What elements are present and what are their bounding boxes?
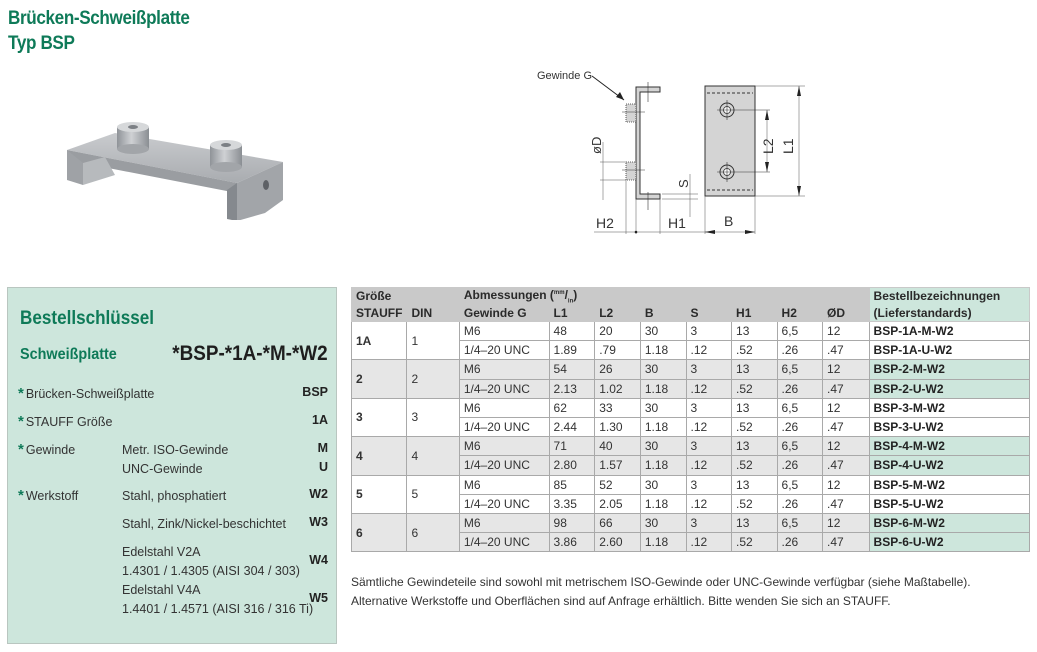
header-thread: Gewinde G — [459, 305, 549, 322]
cell-d: .47 — [823, 341, 870, 360]
footnotes — [351, 573, 971, 611]
cell-h1: .52 — [732, 379, 778, 398]
cell-b: 30 — [640, 475, 686, 494]
product-photo — [55, 105, 295, 220]
cell-h2: .26 — [777, 533, 823, 552]
cell-h2: 6,5 — [777, 322, 823, 341]
order-key-panel — [7, 287, 337, 644]
cell-thread: M6 — [459, 360, 549, 379]
cell-l2: 40 — [595, 437, 641, 456]
label-h1: H1 — [668, 215, 686, 231]
cell-b: 30 — [640, 398, 686, 417]
cell-b: 1.18 — [640, 379, 686, 398]
cell-h2: 6,5 — [777, 398, 823, 417]
order-key-option: Stahl, Zink/Nickel-beschichtet — [122, 517, 286, 531]
table-row — [352, 437, 1030, 456]
cell-thread: M6 — [459, 322, 549, 341]
header-stauff: STAUFF — [352, 305, 407, 322]
cell-l1: 3.35 — [549, 494, 595, 513]
cell-s: .12 — [686, 417, 732, 436]
cell-h2: .26 — [777, 417, 823, 436]
cell-l1: 2.80 — [549, 456, 595, 475]
header-l1: L1 — [549, 305, 595, 322]
cell-d: 12 — [823, 513, 870, 532]
cell-order: BSP-2-U-W2 — [869, 379, 1029, 398]
option-line-1: Edelstahl V2A — [122, 545, 201, 559]
cell-s: 3 — [686, 475, 732, 494]
cell-d: 12 — [823, 398, 870, 417]
cell-thread: 1/4–20 UNC — [459, 456, 549, 475]
cell-l2: 2.05 — [595, 494, 641, 513]
cell-l2: 2.60 — [595, 533, 641, 552]
label-l2: L2 — [760, 138, 776, 154]
cell-d: 12 — [823, 322, 870, 341]
cell-d: .47 — [823, 456, 870, 475]
cell-b: 30 — [640, 437, 686, 456]
cell-l1: 3.86 — [549, 533, 595, 552]
cell-h2: .26 — [777, 456, 823, 475]
header-din: DIN — [407, 305, 459, 322]
cell-b: 30 — [640, 513, 686, 532]
title-line-1: Brücken-Schweißplatte — [8, 8, 190, 29]
order-key-code: 1A — [312, 413, 328, 427]
dimensions-table — [351, 287, 1030, 552]
cell-l1: 54 — [549, 360, 595, 379]
order-key-option: Stahl, phosphatiert — [122, 489, 227, 503]
cell-l1: 2.44 — [549, 417, 595, 436]
order-key-label: Werkstoff — [25, 489, 79, 503]
cell-h1: .52 — [732, 417, 778, 436]
cell-order: BSP-1A-M-W2 — [869, 322, 1029, 341]
cell-h1: 13 — [732, 322, 778, 341]
table-row — [352, 513, 1030, 532]
order-key-option — [122, 581, 313, 619]
cell-din-size: 3 — [407, 398, 459, 436]
cell-h2: 6,5 — [777, 475, 823, 494]
order-key-code: BSP — [302, 385, 328, 399]
cell-thread: M6 — [459, 475, 549, 494]
cell-order: BSP-4-U-W2 — [869, 456, 1029, 475]
cell-order: BSP-5-U-W2 — [869, 494, 1029, 513]
cell-s: .12 — [686, 379, 732, 398]
cell-l1: 98 — [549, 513, 595, 532]
cell-d: .47 — [823, 379, 870, 398]
label-thread: Gewinde G — [537, 70, 593, 82]
cell-h2: .26 — [777, 494, 823, 513]
cell-h1: .52 — [732, 533, 778, 552]
header-order-line2: (Lieferstandards) — [869, 305, 1029, 322]
cell-stauff-size: 6 — [352, 513, 407, 551]
order-key-code: U — [318, 460, 328, 474]
cell-s: .12 — [686, 494, 732, 513]
cell-d: 12 — [823, 437, 870, 456]
cell-din-size: 6 — [407, 513, 459, 551]
cell-s: 3 — [686, 322, 732, 341]
label-b: B — [724, 213, 734, 229]
page-title — [8, 6, 190, 56]
cell-h2: 6,5 — [777, 437, 823, 456]
cell-s: 3 — [686, 437, 732, 456]
cell-b: 30 — [640, 360, 686, 379]
option-line-1: Edelstahl V4A — [122, 583, 201, 597]
cell-h2: 6,5 — [777, 360, 823, 379]
order-key-code: W3 — [309, 515, 328, 529]
title-line-2: Typ BSP — [8, 33, 75, 54]
cell-din-size: 2 — [407, 360, 459, 398]
order-key-code: W2 — [309, 487, 328, 501]
cell-l1: 1.89 — [549, 341, 595, 360]
cell-b: 30 — [640, 322, 686, 341]
cell-stauff-size: 5 — [352, 475, 407, 513]
cell-thread: 1/4–20 UNC — [459, 341, 549, 360]
order-key-code: W5 — [309, 591, 328, 605]
cell-s: .12 — [686, 533, 732, 552]
cell-b: 1.18 — [640, 494, 686, 513]
cell-l2: 1.02 — [595, 379, 641, 398]
header-blank — [407, 288, 459, 305]
technical-drawing — [530, 62, 820, 240]
table-row — [352, 475, 1030, 494]
table-row — [352, 398, 1030, 417]
cell-d: 12 — [823, 360, 870, 379]
cell-l2: 33 — [595, 398, 641, 417]
order-key-code: W4 — [309, 553, 328, 567]
cell-h1: .52 — [732, 341, 778, 360]
cell-thread: M6 — [459, 437, 549, 456]
cell-l2: 52 — [595, 475, 641, 494]
cell-l2: 66 — [595, 513, 641, 532]
table-row — [352, 360, 1030, 379]
cell-order: BSP-6-U-W2 — [869, 533, 1029, 552]
option-line-2: 1.4401 / 1.4571 (AISI 316 / 316 Ti) — [122, 602, 314, 616]
cell-order: BSP-5-M-W2 — [869, 475, 1029, 494]
order-key-code: M — [317, 441, 328, 455]
cell-h2: 6,5 — [777, 513, 823, 532]
order-key-label: Brücken-Schweißplatte — [25, 387, 155, 401]
header-d: ØD — [823, 305, 870, 322]
order-key-subtitle: Schweißplatte — [20, 346, 117, 363]
cell-s: 3 — [686, 513, 732, 532]
label-l1: L1 — [780, 138, 796, 154]
label-s: S — [676, 179, 691, 188]
cell-l2: 20 — [595, 322, 641, 341]
star-icon: * — [18, 487, 24, 504]
cell-s: 3 — [686, 360, 732, 379]
order-key-option — [122, 543, 300, 581]
cell-l1: 2.13 — [549, 379, 595, 398]
header-s: S — [686, 305, 732, 322]
cell-b: 1.18 — [640, 341, 686, 360]
header-h1: H1 — [732, 305, 778, 322]
footnote-1: Sämtliche Gewindeteile sind sowohl mit metrischem ISO-Gewinde oder UNC-Gewinde verfügbar (siehe Maßtabelle). — [351, 575, 971, 589]
cell-h1: .52 — [732, 456, 778, 475]
star-icon: * — [18, 385, 24, 402]
cell-h1: 13 — [732, 513, 778, 532]
cell-stauff-size: 1A — [352, 322, 407, 360]
header-l2: L2 — [595, 305, 641, 322]
order-key-label: STAUFF Größe — [25, 415, 113, 429]
order-key-title: Bestellschlüssel — [20, 308, 155, 329]
cell-h2: .26 — [777, 341, 823, 360]
cell-thread: 1/4–20 UNC — [459, 533, 549, 552]
cell-h1: .52 — [732, 494, 778, 513]
cell-l1: 62 — [549, 398, 595, 417]
cell-b: 1.18 — [640, 533, 686, 552]
cell-din-size: 1 — [407, 322, 459, 360]
cell-thread: 1/4–20 UNC — [459, 417, 549, 436]
cell-l2: 1.30 — [595, 417, 641, 436]
cell-stauff-size: 2 — [352, 360, 407, 398]
cell-din-size: 5 — [407, 475, 459, 513]
cell-b: 1.18 — [640, 456, 686, 475]
cell-s: .12 — [686, 341, 732, 360]
option-line-2: 1.4301 / 1.4305 (AISI 304 / 303) — [122, 564, 300, 578]
cell-order: BSP-1A-U-W2 — [869, 341, 1029, 360]
order-key-option: Metr. ISO-Gewinde — [122, 443, 229, 457]
cell-s: 3 — [686, 398, 732, 417]
cell-l2: 26 — [595, 360, 641, 379]
cell-h1: 13 — [732, 475, 778, 494]
cell-d: .47 — [823, 494, 870, 513]
cell-order: BSP-4-M-W2 — [869, 437, 1029, 456]
order-key-label: Gewinde — [25, 443, 76, 457]
star-icon: * — [18, 441, 24, 458]
order-code-example: *BSP-*1A-*M-*W2 — [172, 342, 328, 365]
header-order-line1: Bestellbezeichnungen — [869, 288, 1029, 305]
cell-h1: 13 — [732, 398, 778, 417]
label-diameter: øD — [589, 136, 604, 154]
cell-d: .47 — [823, 417, 870, 436]
cell-thread: M6 — [459, 513, 549, 532]
cell-order: BSP-2-M-W2 — [869, 360, 1029, 379]
header-b: B — [640, 305, 686, 322]
cell-order: BSP-3-U-W2 — [869, 417, 1029, 436]
order-key-option: UNC-Gewinde — [122, 462, 203, 476]
label-h2: H2 — [596, 215, 614, 231]
cell-stauff-size: 3 — [352, 398, 407, 436]
star-icon: * — [18, 413, 24, 430]
cell-order: BSP-6-M-W2 — [869, 513, 1029, 532]
cell-s: .12 — [686, 456, 732, 475]
cell-d: 12 — [823, 475, 870, 494]
header-dimensions: Abmessungen $(^{mm}/_{in})$ — [459, 288, 869, 305]
header-h2: H2 — [777, 305, 823, 322]
cell-order: BSP-3-M-W2 — [869, 398, 1029, 417]
cell-l1: 48 — [549, 322, 595, 341]
cell-d: .47 — [823, 533, 870, 552]
header-size-group: Größe — [352, 288, 407, 305]
cell-l2: 1.57 — [595, 456, 641, 475]
table-row — [352, 322, 1030, 341]
footnote-2: Alternative Werkstoffe und Oberflächen sind auf Anfrage erhältlich. Bitte wenden Sie sich an STAUFF. — [351, 594, 891, 608]
cell-b: 1.18 — [640, 417, 686, 436]
cell-thread: M6 — [459, 398, 549, 417]
cell-h1: 13 — [732, 437, 778, 456]
cell-thread: 1/4–20 UNC — [459, 379, 549, 398]
cell-h2: .26 — [777, 379, 823, 398]
cell-stauff-size: 4 — [352, 437, 407, 475]
cell-l1: 71 — [549, 437, 595, 456]
cell-l2: .79 — [595, 341, 641, 360]
cell-thread: 1/4–20 UNC — [459, 494, 549, 513]
cell-din-size: 4 — [407, 437, 459, 475]
cell-h1: 13 — [732, 360, 778, 379]
cell-l1: 85 — [549, 475, 595, 494]
